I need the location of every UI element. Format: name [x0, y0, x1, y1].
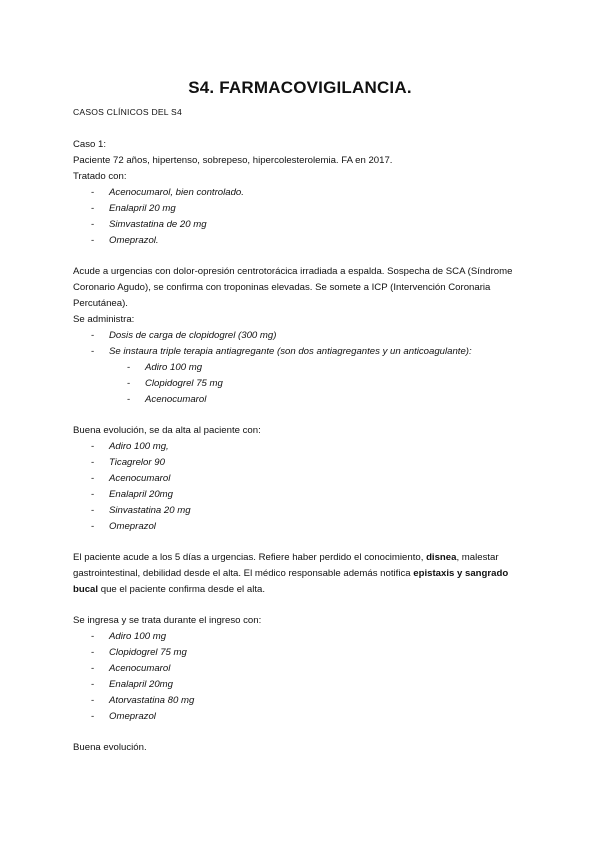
bullet-dash: -: [127, 394, 131, 405]
event-paragraph-line: Coronario Agudo), se confirma con troponinas elevadas. Se somete a ICP (Intervención Coronaria: [73, 282, 491, 293]
bullet-dash: -: [91, 505, 95, 516]
discharge-intro: Buena evolución, se da alta al paciente con:: [73, 425, 261, 436]
list-item: Simvastatina de 20 mg: [109, 219, 207, 230]
list-item: Clopidogrel 75 mg: [109, 647, 187, 658]
patient-description: Paciente 72 años, hipertenso, sobrepeso, hipercolesterolemia. FA en 2017.: [73, 155, 393, 166]
bullet-dash: -: [91, 219, 95, 230]
nested-list-item: Clopidogrel 75 mg: [145, 378, 223, 389]
list-item: Omeprazol: [109, 521, 156, 532]
list-item: Atorvastatina 80 mg: [109, 695, 195, 706]
list-item: Adiro 100 mg: [109, 631, 167, 642]
bullet-dash: -: [91, 203, 95, 214]
list-item: Enalapril 20mg: [109, 679, 173, 690]
list-item: Ticagrelor 90: [109, 457, 165, 468]
list-item: Adiro 100 mg,: [109, 441, 169, 452]
list-item: Se instaura triple terapia antiagregante (son dos antiagregantes y un anticoagulante):: [109, 346, 472, 357]
bullet-dash: -: [91, 473, 95, 484]
list-item: Sinvastatina 20 mg: [109, 505, 191, 516]
list-item: Omeprazol: [109, 711, 156, 722]
nested-list-item: Acenocumarol: [145, 394, 207, 405]
event-paragraph-line: Percutánea).: [73, 298, 128, 309]
bullet-dash: -: [91, 235, 95, 246]
list-item: Enalapril 20mg: [109, 489, 173, 500]
bullet-dash: -: [91, 711, 95, 722]
bullet-dash: -: [91, 521, 95, 532]
bullet-dash: -: [91, 457, 95, 468]
section-subtitle: CASOS CLÍNICOS DEL S4: [73, 107, 182, 117]
event-paragraph-line: Acude a urgencias con dolor-opresión centrotorácica irradiada a espalda. Sospecha de SCA (Síndrome: [73, 266, 513, 277]
bullet-dash: -: [127, 378, 131, 389]
list-item: Acenocumarol, bien controlado.: [109, 187, 244, 198]
list-item: Enalapril 20 mg: [109, 203, 176, 214]
nested-list-item: Adiro 100 mg: [145, 362, 203, 373]
list-item: Acenocumarol: [109, 663, 171, 674]
readmission-line: El paciente acude a los 5 días a urgencias. Refiere haber perdido el conocimiento, disnea, malestar: [73, 552, 499, 563]
bullet-dash: -: [91, 679, 95, 690]
list-item: Acenocumarol: [109, 473, 171, 484]
bullet-dash: -: [91, 346, 95, 357]
page-title: S4. FARMACOVIGILANCIA.: [188, 78, 412, 97]
list-item: Omeprazol.: [109, 235, 159, 246]
bullet-dash: -: [127, 362, 131, 373]
treated-with-label: Tratado con:: [73, 171, 127, 182]
bullet-dash: -: [91, 647, 95, 658]
bullet-dash: -: [91, 695, 95, 706]
admission-intro: Se ingresa y se trata durante el ingreso con:: [73, 615, 262, 626]
outcome-text: Buena evolución.: [73, 742, 147, 753]
case-label: Caso 1:: [73, 139, 107, 150]
readmission-line: bucal que el paciente confirma desde el alta.: [73, 584, 265, 595]
bullet-dash: -: [91, 330, 95, 341]
bullet-dash: -: [91, 489, 95, 500]
bullet-dash: -: [91, 631, 95, 642]
administered-label: Se administra:: [73, 314, 135, 325]
list-item: Dosis de carga de clopidogrel (300 mg): [109, 330, 277, 341]
bullet-dash: -: [91, 663, 95, 674]
bullet-dash: -: [91, 441, 95, 452]
bullet-dash: -: [91, 187, 95, 198]
readmission-line: gastrointestinal, debilidad desde el alta. El médico responsable además notifica epistaxis y sangrado: [73, 568, 509, 579]
